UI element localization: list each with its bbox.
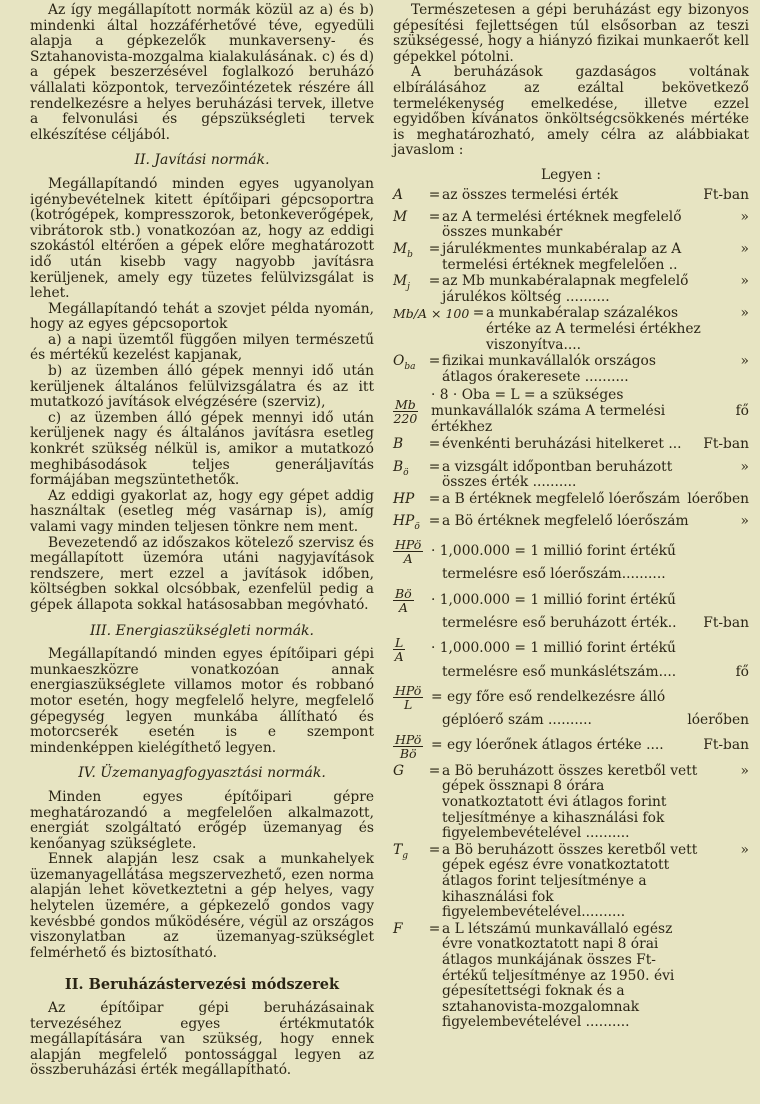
definition-row: M = az A termelési értéknek megfelelő összes munkabér »: [393, 208, 749, 241]
unit: lóerőben: [687, 490, 749, 507]
definition-row: $B_ö$ = a vizsgált időpontban beruházott összes érték .......... »: [393, 458, 749, 491]
unit: »: [740, 208, 749, 225]
symbol: HP: [393, 490, 415, 507]
unit: »: [740, 762, 749, 779]
list-item: a) a napi üzemtől függően milyen természetű és mértékű kezelést kapjanak,: [30, 331, 374, 364]
paragraph: Minden egyes építőipari gépre meghatározandó a megfelelően alkalmazott, energiát szolgáltató erőgép üzemanyag és kenőanyag szükséglete.: [30, 788, 374, 852]
paragraph: Ennek alapján lesz csak a munkahelyek üzemanyagellátása megszervezhető, ezen norma alapján lehet következtetni a gép helyes, vagy helytelen üzemére, a gépkezelő gondos vagy kevésbbé gondos működésére, végül az országos viszonylatban az üzemanyag-szükséglet felmérhető és biztosítható.: [30, 851, 374, 961]
definitions-list-2: [393, 437, 749, 535]
definition-text: járulékmentes munkabéralap az A termelési értéknek megfelelően ..: [442, 241, 682, 273]
definition-row: F = a L létszámú munkavállaló egész évre vonatkoztatott napi 8 órai átlagos munkájának összes Ft-értékű teljesítménye az 1950. évi gépesítettségi foknak és a sztahanovista-mozgalomnak figyelembevételével ..........: [393, 922, 749, 1031]
definition-text: a B értéknek megfelelő lóerőszám: [442, 490, 681, 507]
paragraph: Az így megállapított normák közül az a) és b) mindenki által hozzáférhetővé téve, egyedüli alapja a gépkezelők munkaverseny- és Sztahanovista-mozgalma kialakulásának. c) és d) a gépek beszerzésével foglalkozó beruházó vállalati központok, tervezőintézetek részére áll rendelkezésre a helyes beruházási tervek, illetve a felvonulási és gépszükségleti tervek elkészítése céljából.: [30, 2, 374, 143]
ratio-text: · 1,000.000 = 1 millió forint értékű: [431, 640, 676, 657]
symbol: M: [393, 208, 408, 225]
section-heading: IV. Üzemanyagfogyasztási normák.: [78, 765, 326, 782]
symbol: A: [393, 186, 403, 203]
definition-row: $HP_ö$ = a Bö értéknek megfelelő lóerőszám »: [393, 514, 749, 535]
unit: »: [740, 841, 749, 858]
chapter-heading: II. Beruházástervezési módszerek: [64, 976, 340, 994]
list-item: b) az üzemben álló gépek mennyi idő után kerüljenek általános felülvizsgálatra és az itt mutatkozó javítások elvégzésére (szerviz),: [30, 363, 374, 411]
symbol: $T_g$: [393, 841, 408, 861]
symbol: $M_j$: [393, 273, 410, 292]
unit: »: [740, 273, 749, 290]
symbol: Mb/A × 100: [393, 306, 470, 322]
fraction: $\frac{\text{HPö}}{A}$: [395, 537, 422, 567]
symbol: G: [393, 762, 405, 779]
symbol: $M_b$: [393, 241, 413, 260]
definition-text: a Bö beruházott összes keretből vett gépek egész évre vonatkoztatott átlagos forint teljesítménye a kihasználási fok figyelembevételével..........: [442, 841, 698, 921]
fraction: $\frac{\text{HPö}}{Bö}$: [395, 731, 422, 761]
definition-row: $M_j$ = az Mb munkabéralapnak megfelelő járulékos költség .......... »: [393, 273, 749, 305]
unit: fő: [735, 403, 749, 419]
definition-text: a Bö beruházott összes keretből vett gépek össznapi 8 órára vonatkoztatott évi átlagos forint teljesítménye a kihasználási fok figyelembevételével ..........: [442, 762, 698, 842]
formula-row: [393, 388, 749, 435]
definition-row: $M_b$ = járulékmentes munkabéralap az A termelési értéknek megfelelően .. »: [393, 241, 749, 273]
unit: Ft-ban: [703, 737, 749, 754]
unit: Ft-ban: [703, 186, 749, 203]
definition-row: Mb/A × 100 = a munkabéralap százalékos értéke az A termelési értékhez viszonyítva.... »: [393, 305, 749, 353]
paragraph: A beruházások gazdaságos voltának elbírálásához az ezáltal bekövetkező termelékenység emelkedése, illetve ezzel egyidőben kívánatos önköltségcsökkenés mértéke is meghatározható, amely célra az alábbiakat javaslom :: [393, 64, 749, 159]
definition-row: B = évenkénti beruházási hitelkeret ... Ft-ban: [393, 437, 749, 458]
definition-text: a munkabéralap százalékos értéke az A termelési értékhez viszonyítva....: [486, 305, 701, 353]
ratio-text-cont: géplóerő szám ..........: [442, 712, 592, 729]
unit: »: [740, 305, 749, 322]
unit: »: [740, 513, 749, 530]
paragraph: Megállapítandó tehát a szovjet példa nyomán, hogy az egyes gépcsoportok: [30, 300, 374, 333]
definitions-intro: Legyen :: [540, 166, 602, 183]
unit: »: [740, 241, 749, 258]
unit: »: [740, 353, 749, 370]
definition-text: a L létszámú munkavállaló egész évre vonatkoztatott napi 8 órai átlagos munkájának összes Ft-értékű teljesítménye az 1950. évi gépesítettségi foknak és a sztahanovista-mozgalomnak figyelembevételével ..........: [442, 920, 675, 1031]
ratio-row: [393, 538, 749, 565]
ratio-text: · 1,000.000 = 1 millió forint értékű: [431, 591, 676, 608]
definition-text: az Mb munkabéralapnak megfelelő járulékos költség ..........: [442, 273, 689, 305]
paragraph: Az eddigi gyakorlat az, hogy egy gépet addig használtak (esetleg még vasárnap is), amíg valami vagy minden teljesen tönkre nem ment.: [30, 487, 374, 535]
fraction: $\frac{Mb}{220}$: [393, 397, 418, 427]
list-item: c) az üzemben álló gépek mennyi idő után kerüljenek nagy és általános javításra esetleg konkrét szükség nélkül is, amikor a mutatkozó meghibásodások teljes generáljavítás formájában megszüntethetők.: [30, 409, 374, 489]
definition-row: A = az összes termelési érték Ft-ban: [393, 188, 749, 209]
definition-text: a vizsgált időpontban beruházott összes érték ..........: [442, 458, 673, 491]
section-heading: III. Energiaszükségleti normák.: [90, 622, 314, 639]
definitions-list-1: [393, 188, 749, 386]
definition-row: HP = a B értéknek megfelelő lóerőszám lóerőben: [393, 492, 749, 513]
ratio-row: [393, 587, 749, 614]
ratio-row: [393, 684, 749, 711]
definition-text: az összes termelési érték: [442, 186, 619, 203]
symbol: $HP_ö$: [393, 513, 420, 532]
symbol: $O_{ba}$: [393, 353, 416, 372]
paragraph: Természetesen a gépi beruházást egy bizonyos gépesítési fejlettségen túl elsősorban az teszi szükségessé, hogy a hiányzó fizikai munkaerőt kell gépekkel pótolni.: [393, 2, 749, 65]
unit: lóerőben: [687, 712, 749, 729]
definition-row: G = a Bö beruházott összes keretből vett gépek össznapi 8 órára vonatkoztatott évi átlagos forint teljesítménye a kihasználási fok figyelembevételével .......... »: [393, 762, 749, 842]
paragraph: Megállapítandó minden egyes ugyanolyan igénybevételnek kitett építőipari gépcsoportra (kotrógépek, kompresszorok, betonkeverőgépek, vibrátorok stb.) vonatkozóan az, hogy az eddigi szokástól eltérően a gépek előre meghatározott idő után kisebb vagy nagyobb javításra kerüljenek, amely egy tüzetes felülvizsgálat is lehet.: [30, 175, 374, 302]
ratio-row: [393, 733, 749, 760]
fraction: $\frac{Bö}{A}$: [395, 586, 412, 615]
definition-row: $O_{ba}$ = fizikai munkavállalók országos átlagos órakeresete .......... »: [393, 353, 749, 385]
paragraph: Bevezetendő az időszakos kötelező szervisz és megállapított üzemóra utáni nagyjavítások rendszere, mert ezzel a javítások időben, költségben sokkal olcsóbbak, ezenfelül pedig a gépek állapota sokkal hatásosabban megóvható.: [30, 534, 374, 613]
left-column: [30, 3, 374, 1079]
ratio-text: = egy főre eső rendelkezésre álló: [431, 688, 666, 705]
unit: »: [740, 458, 749, 475]
ratio-text-cont: termelésre eső beruházott érték..: [442, 615, 677, 631]
right-column: [393, 3, 749, 1032]
definition-row: $T_g$ = a Bö beruházott összes keretből vett gépek egész évre vonatkoztatott átlagos forint teljesítménye a kihasználási fok figyelembevételével.......... »: [393, 841, 749, 921]
definition-text: az A termelési értéknek megfelelő összes munkabér: [442, 208, 682, 241]
formula-text: · 8 · Oba = L = a szükséges munkavállalók száma A termelési értékhez: [431, 387, 666, 435]
ratio-list: [393, 538, 749, 759]
unit: fő: [735, 663, 749, 680]
ratio-text-cont: termelésre eső munkáslétszám....: [442, 663, 677, 680]
definition-text: a Bö értéknek megfelelő lóerőszám: [442, 513, 689, 530]
section-heading: II. Javítási normák.: [134, 152, 270, 169]
ratio-row: [393, 636, 749, 663]
definition-text: évenkénti beruházási hitelkeret ...: [442, 436, 682, 453]
definition-text: fizikai munkavállalók országos átlagos órakeresete ..........: [442, 353, 656, 385]
fraction: $\frac{\text{HPö}}{L}$: [395, 683, 422, 713]
ratio-text-cont: termelésre eső lóerőszám..........: [442, 566, 666, 583]
definitions-list-3: [393, 764, 749, 1031]
fraction: $\frac{L}{A}$: [394, 634, 404, 664]
paragraph: Megállapítandó minden egyes építőipari gépi munkaeszközre vonatkozóan annak energiaszükséglete villamos motor és robbanó motor esetén, hogy megfelelő helyre, megfelelő gépegység legyen munkába állítható és motorcserék esetén is e szempont mindenképpen kielégíthető legyen.: [30, 646, 374, 756]
paragraph: Az építőipar gépi beruházásainak tervezéséhez egyes értékmutatók megállapítására van szükség, hogy ennek alapján megfelelő pontossággal legyen az összberuházási érték megállapítható.: [30, 1000, 374, 1079]
symbol: F: [393, 920, 403, 937]
symbol: $B_ö$: [393, 458, 409, 478]
unit: Ft-ban: [703, 436, 749, 453]
unit: Ft-ban: [703, 615, 749, 631]
ratio-text: = egy lóerőnek átlagos értéke ....: [431, 737, 664, 754]
symbol: B: [393, 436, 404, 453]
ratio-text: · 1,000.000 = 1 millió forint értékű: [431, 543, 676, 560]
